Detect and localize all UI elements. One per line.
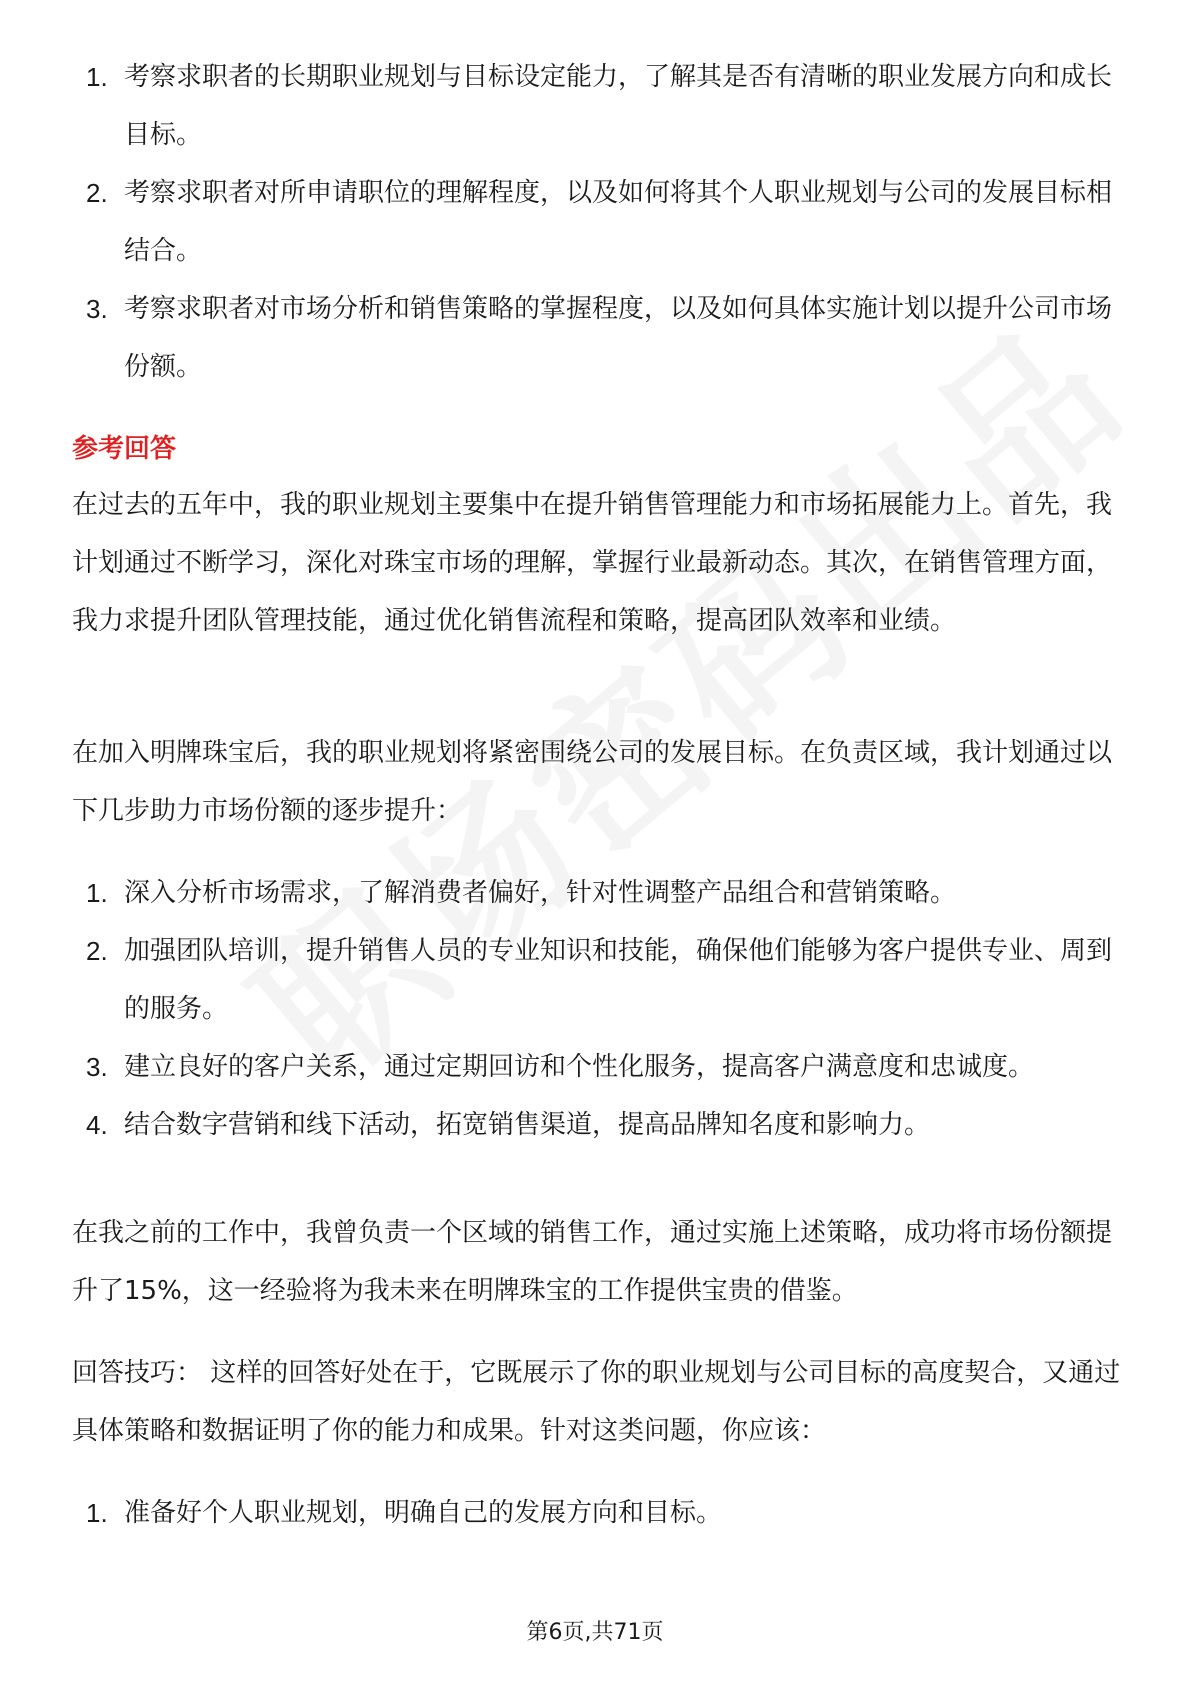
list-item	[72, 280, 1132, 396]
list-item	[72, 922, 1132, 1038]
reference-answer-heading: 参考回答	[72, 434, 177, 464]
list-number: 1.	[86, 878, 108, 908]
list-item	[72, 864, 1132, 922]
action-steps-list	[72, 864, 1132, 1154]
tips-list	[72, 1484, 1132, 1542]
list-item-text: 考察求职者对所申请职位的理解程度，以及如何将其个人职业规划与公司的发展目标相结合。	[124, 178, 1113, 266]
list-item-text: 结合数字营销和线下活动，拓宽销售渠道，提高品牌知名度和影响力。	[124, 1110, 931, 1140]
list-number: 3.	[86, 1052, 108, 1082]
list-number: 4.	[86, 1110, 108, 1140]
list-item-text: 准备好个人职业规划，明确自己的发展方向和目标。	[124, 1498, 723, 1528]
list-item-text: 建立良好的客户关系，通过定期回访和个性化服务，提高客户满意度和忠诚度。	[124, 1052, 1035, 1082]
list-item-text: 加强团队培训，提升销售人员的专业知识和技能，确保他们能够为客户提供专业、周到的服务。	[124, 936, 1113, 1024]
list-number: 3.	[86, 294, 108, 324]
list-item-text: 考察求职者对市场分析和销售策略的掌握程度，以及如何具体实施计划以提升公司市场份额。	[124, 294, 1113, 382]
list-number: 1.	[86, 1498, 108, 1528]
list-number: 2.	[86, 936, 108, 966]
list-item-text: 考察求职者的长期职业规划与目标设定能力，了解其是否有清晰的职业发展方向和成长目标。	[124, 62, 1113, 150]
evaluation-points-list	[72, 48, 1132, 396]
answer-paragraph-2: 在加入明牌珠宝后，我的职业规划将紧密围绕公司的发展目标。在负责区域，我计划通过以下几步助力市场份额的逐步提升：	[72, 738, 1113, 826]
list-item	[72, 164, 1132, 280]
list-item-text: 深入分析市场需求，了解消费者偏好，针对性调整产品组合和营销策略。	[124, 878, 957, 908]
list-item	[72, 1038, 1132, 1096]
list-item	[72, 1096, 1132, 1154]
list-number: 2.	[86, 178, 108, 208]
list-item	[72, 1484, 1132, 1542]
list-item	[72, 48, 1132, 164]
answer-paragraph-3: 在我之前的工作中，我曾负责一个区域的销售工作，通过实施上述策略，成功将市场份额提升了15%，这一经验将为我未来在明牌珠宝的工作提供宝贵的借鉴。	[72, 1218, 1113, 1306]
page-number-footer: 第6页,共71页	[526, 1620, 664, 1645]
answer-tips-paragraph: 回答技巧： 这样的回答好处在于，它既展示了你的职业规划与公司目标的高度契合，又通过具体策略和数据证明了你的能力和成果。针对这类问题，你应该：	[72, 1358, 1121, 1446]
answer-paragraph-1: 在过去的五年中，我的职业规划主要集中在提升销售管理能力和市场拓展能力上。首先，我计划通过不断学习，深化对珠宝市场的理解，掌握行业最新动态。其次，在销售管理方面，我力求提升团队管理技能，通过优化销售流程和策略，提高团队效率和业绩。	[72, 490, 1113, 636]
list-number: 1.	[86, 62, 108, 92]
